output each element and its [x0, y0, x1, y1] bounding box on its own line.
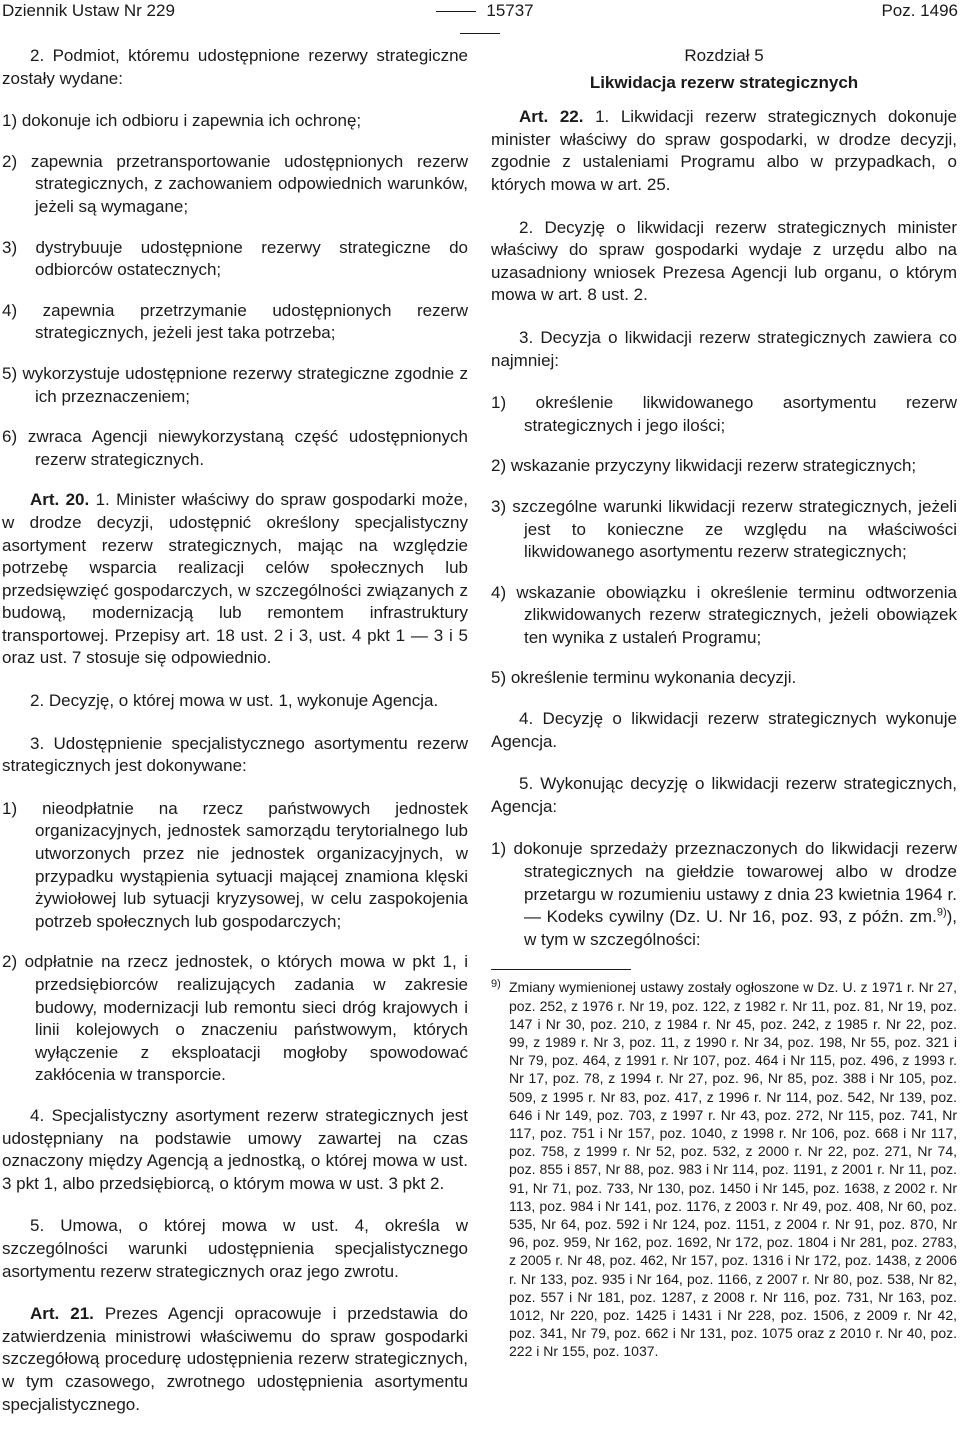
- art19-p2-item: 1) dokonuje ich odbioru i zapewnia ich ochronę;: [2, 111, 362, 131]
- art20-p5: 5. Umowa, o której mowa w ust. 4, określa w szczególności warunki udostępnienia specjalistycznego asortymentu rezerw strategicznych oraz jego zwrotu.: [2, 1216, 468, 1281]
- art22-label: Art. 22.: [519, 107, 584, 127]
- art22-p5-item1-text-a: 1) dokonuje sprzedaży przeznaczonych do likwidacji rezerw strategicznych na giełdzie towarowej albo w drodze przetargu w rozumieniu ustawy z dnia 23 kwietnia 1964 r. — Kodeks cywilny (Dz. U. Nr 16, poz. 93, z późn. zm.: [491, 839, 957, 927]
- art19-p2-item: 2) zapewnia przetransportowanie udostępnionych rezerw strategicznych, z zachowaniem odpowiednich warunków, jeżeli są wymagane;: [2, 151, 468, 216]
- art22-p5-item1-text-b: ), w tym w szczególności:: [524, 907, 957, 949]
- art22-p5-item: [491, 838, 957, 951]
- art19-p2-item: 5) wykorzystuje udostępnione rezerwy strategiczne zgodnie z ich przeznaczeniem;: [2, 363, 468, 406]
- art19-p2-item: 3) dystrybuuje udostępnione rezerwy strategiczne do odbiorców ostatecznych;: [2, 237, 468, 280]
- art22-p1: [491, 106, 957, 196]
- dash-left: [436, 11, 476, 12]
- art19-p2-intro: 2. Podmiot, któremu udostępnione rezerwy strategiczne zostały wydane:: [2, 46, 468, 88]
- art22-p5-intro: 5. Wykonując decyzję o likwidacji rezerw strategicznych, Agencja:: [491, 774, 957, 816]
- art21-text: Prezes Agencji opracowuje i przedstawia do zatwierdzenia ministrowi właściwemu do spraw gospodarki szczegółową procedurę udostępnienia rezerw strategicznych, w tym czasowego, zwrotnego udostępnienia asortymentu specjalistycznego.: [2, 1304, 468, 1414]
- left-column: [2, 45, 468, 1436]
- art22-p2: 2. Decyzję o likwidacji rezerw strategicznych minister właściwy do spraw gospodarki wydaje z urzędu albo na uzasadniony wniosek Prezesa Agencji lub organu, o którym mowa w art. 8 ust. 2.: [491, 217, 957, 305]
- art20-p3-intro: 3. Udostępnienie specjalistycznego asortymentu rezerw strategicznych jest dokonywane:: [2, 733, 468, 776]
- art20-p1: [2, 489, 468, 670]
- art22-p3-intro: 3. Decyzja o likwidacji rezerw strategicznych zawiera co najmniej:: [491, 327, 957, 370]
- art22-p4: 4. Decyzję o likwidacji rezerw strategicznych wykonuje Agencja.: [491, 709, 957, 751]
- art20-p3-item: 2) odpłatnie na rzecz jednostek, o których mowa w pkt 1, i przedsiębiorców realizujących zadania w zakresie budowy, modernizacji lub remontu sieci dróg krajowych i linii kolejowych o znaczeniu państwowym, których wyłączenie z eksploatacji mogłoby spowodować zakłócenia w transporcie.: [2, 952, 468, 1085]
- footnote-mark: 9): [491, 978, 501, 991]
- art20-p2: 2. Decyzję, o której mowa w ust. 1, wykonuje Agencja.: [30, 691, 439, 711]
- art19-p2-item: 6) zwraca Agencji niewykorzystaną część udostępnionych rezerw strategicznych.: [2, 427, 468, 469]
- dash-right: [460, 33, 500, 34]
- footnote-text: Zmiany wymienionej ustawy zostały ogłoszone w Dz. U. z 1971 r. Nr 27, poz. 252, z 1976 r. Nr 19, poz. 122, z 1982 r. Nr 11, poz. 81, Nr 19, poz. 147 i Nr 30, poz. 210, z 1984 r. Nr 45, poz. 242, z 1985 r. Nr 22, poz. 99, z 1989 r. Nr 3, poz. 11, z 1990 r. Nr 34, poz. 198, Nr 55, poz. 321 i Nr 79, poz. 464, z 1991 r. Nr 107, poz. 464 i Nr 115, poz. 496, z 1993 r. Nr 17, poz. 78, z 1994 r. Nr 27, poz. 96, Nr 85, poz. 388 i Nr 105, poz. 509, z 1995 r. Nr 83, poz. 417, z 1996 r. Nr 114, poz. 542, Nr 139, poz. 646 i Nr 149, poz. 703, z 1997 r. Nr 43, poz. 272, Nr 115, poz. 741, Nr 117, poz. 751 i Nr 157, poz. 1040, z 1998 r. Nr 106, poz. 668 i Nr 117, poz. 758, z 1999 r. Nr 52, poz. 532, z 2000 r. Nr 22, poz. 271, Nr 74, poz. 855 i 857, Nr 88, poz. 983 i Nr 114, poz. 1191, z 2001 r. Nr 11, poz. 91, Nr 71, poz. 733, Nr 130, poz. 1450 i Nr 145, poz. 1638, z 2002 r. Nr 113, poz. 984 i Nr 141, poz. 1176, z 2003 r. Nr 49, poz. 408, Nr 60, poz. 535, Nr 64, poz. 592 i Nr 124, poz. 1151, z 2004 r. Nr 91, poz. 870, Nr 96, poz. 959, Nr 162, poz. 1692, Nr 172, poz. 1804 i Nr 281, poz. 2783, z 2005 r. Nr 48, poz. 462, Nr 157, poz. 1316 i Nr 172, poz. 1438, z 2006 r. Nr 133, poz. 935 i Nr 164, poz. 1166, z 2007 r. Nr 80, poz. 538, Nr 82, poz. 557 i Nr 181, poz. 1287, z 2008 r. Nr 116, poz. 731, Nr 163, poz. 1012, Nr 220, poz. 1425 i 1431 i Nr 228, poz. 1506, z 2009 r. Nr 42, poz. 341, Nr 79, poz. 662 i Nr 131, poz. 1075 oraz z 2010 r. Nr 40, poz. 222 i Nr 155, poz. 1037.: [509, 979, 957, 1360]
- art22-p3-item: 1) określenie likwidowanego asortymentu rezerw strategicznych i jego ilości;: [491, 393, 957, 435]
- page-number-block: [400, 0, 560, 44]
- art21-label: Art. 21.: [30, 1304, 94, 1324]
- right-column: [491, 45, 957, 1361]
- art22-p1-text: 1. Likwidacji rezerw strategicznych dokonuje minister właściwy do spraw gospodarki, w drodze decyzji, zgodnie z ustaleniami Programu albo w przypadkach, o których mowa w art. 25.: [491, 107, 957, 194]
- footnote-separator: [491, 969, 631, 970]
- page-header: [0, 0, 960, 26]
- art22-p3-item: 4) wskazanie obowiązku i określenie terminu odtworzenia zlikwidowanych rezerw strategicznych, jeżeli obowiązek ten wynika z ustaleń Programu;: [491, 582, 957, 647]
- art19-p2-item: 4) zapewnia przetrzymanie udostępnionych rezerw strategicznych, jeżeli jest taka potrzeba;: [2, 300, 468, 343]
- art20-p4: 4. Specjalistyczny asortyment rezerw strategicznych jest udostępniany na podstawie umowy zawartej na czas oznaczony między Agencją a jednostką, o której mowa w ust. 3 pkt 1, albo przedsiębiorcą, o którym mowa w ust. 3 pkt 2.: [2, 1105, 468, 1193]
- chapter-title: Likwidacja rezerw strategicznych: [589, 72, 859, 92]
- position-number: Poz. 1496: [881, 1, 958, 20]
- art20-label: Art. 20.: [30, 490, 90, 510]
- art22-p3-item: 5) określenie terminu wykonania decyzji.: [491, 668, 797, 688]
- chapter-heading: Rozdział 5: [684, 46, 764, 65]
- art22-p3-item: 2) wskazanie przyczyny likwidacji rezerw strategicznych;: [491, 456, 917, 476]
- art21: [2, 1303, 468, 1416]
- page-number: 15737: [486, 1, 534, 20]
- art20-p3-item: 1) nieodpłatnie na rzecz państwowych jednostek organizacyjnych, jednostek samorządu terytorialnego lub utworzonych przez nie jednostek organizacyjnych, w przypadku wystąpienia sytuacji mającej znamiona klęski żywiołowej lub sytuacji kryzysowej, w celu zaspokojenia potrzeb społecznych lub gospodarczych;: [2, 798, 468, 931]
- footnote: [491, 978, 957, 1360]
- art22-p3-item: 3) szczególne warunki likwidacji rezerw strategicznych, jeżeli jest to konieczne ze względu na właściwości likwidowanego asortymentu rezerw strategicznych;: [491, 496, 957, 562]
- art20-p1-text: 1. Minister właściwy do spraw gospodarki może, w drodze decyzji, udostępnić określony specjalistyczny asortyment rezerw strategicznych, mając na względzie potrzebę wsparcia realizacji celów społecznych lub przedsięwzięć gospodarczych, w szczególności związanych z budową, modernizacją lub remontem infrastruktury transportowej. Przepisy art. 18 ust. 2 i 3, ust. 4 pkt 1 — 3 i 5 oraz ust. 7 stosuje się odpowiednio.: [2, 490, 468, 668]
- journal-title: Dziennik Ustaw Nr 229: [2, 1, 175, 20]
- footnote-ref: 9): [936, 906, 947, 919]
